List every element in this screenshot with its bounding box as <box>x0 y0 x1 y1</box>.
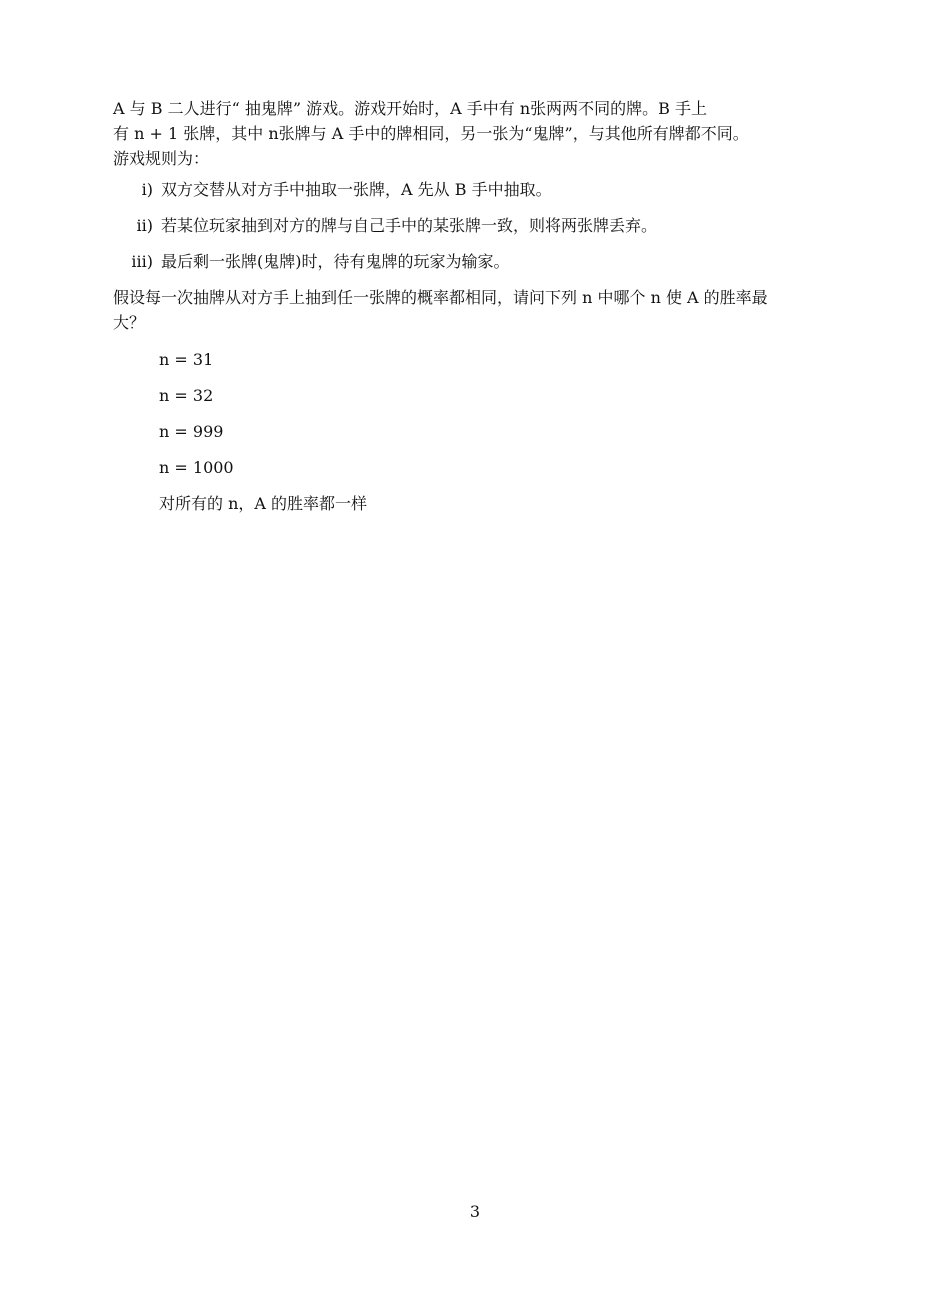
rule-number: i) <box>141 180 153 199</box>
question-line-1: 假设每一次抽牌从对方手上抽到任一张牌的概率都相同，请问下列 n 中哪个 n 使 A 的胜率最 <box>113 288 768 307</box>
option-item: n = 32 <box>159 386 214 405</box>
rule-item <box>113 213 883 238</box>
question-text <box>113 285 883 335</box>
option-item: n = 1000 <box>159 458 234 477</box>
rule-text: 若某位玩家抽到对方的牌与自己手中的某张牌一致，则将两张牌丢弃。 <box>161 216 658 235</box>
intro-line-1: A 与 B 二人进行“ 抽鬼牌” 游戏。游戏开始时，A 手中有 n张两两不同的牌。B 手上 <box>113 99 707 118</box>
rules-list <box>113 177 883 274</box>
rule-number: iii) <box>131 252 153 271</box>
option-item: n = 999 <box>159 422 224 441</box>
question-line-2: 大？ <box>113 313 146 332</box>
rule-text: 双方交替从对方手中抽取一张牌，A 先从 B 手中抽取。 <box>161 180 552 199</box>
rule-item <box>113 249 883 274</box>
page-number: 3 <box>469 1202 481 1221</box>
problem-content <box>113 96 883 527</box>
option-item: 对所有的 n，A 的胜率都一样 <box>159 494 368 513</box>
intro-line-2: 有 n + 1 张牌，其中 n张牌与 A 手中的牌相同，另一张为“鬼牌”，与其他所有牌都不同。 <box>113 124 749 143</box>
problem-intro <box>113 96 883 171</box>
answer-options <box>113 347 883 516</box>
option-item: n = 31 <box>159 350 214 369</box>
rule-number: ii) <box>136 216 153 235</box>
rule-text: 最后剩一张牌(鬼牌)时，待有鬼牌的玩家为输家。 <box>161 252 510 271</box>
intro-line-3: 游戏规则为： <box>113 149 210 168</box>
rule-item <box>113 177 883 202</box>
